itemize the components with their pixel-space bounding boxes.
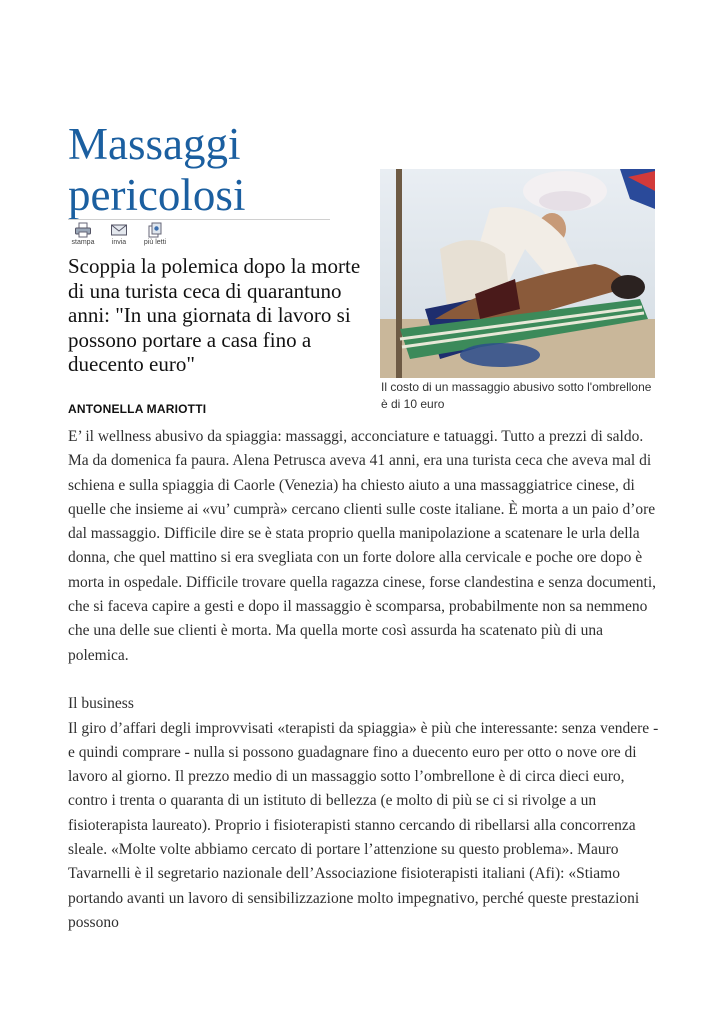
- author-byline: ANTONELLA MARIOTTI: [68, 402, 207, 416]
- article-title-line-2: pericolosi: [68, 170, 246, 220]
- most-read-icon: [146, 222, 164, 238]
- paragraph-spacer: [68, 668, 660, 692]
- article-subtitle: Scoppia la polemica dopo la morte di una turista ceca di quarantuno anni: "In una giornata di lavoro si possono portare a casa fino a duecento euro": [68, 254, 361, 376]
- article-title: [68, 119, 245, 221]
- article-body: [68, 425, 660, 935]
- send-button[interactable]: [104, 222, 134, 247]
- print-label: stampa: [71, 239, 95, 246]
- body-paragraph: Il giro d’affari degli improvvisati «terapisti da spiaggia» è più che interessante: senza vendere - e quindi comprare - nulla si possono guadagnare fino a duecento euro per otto o nove ore di lavoro al giorno. Il prezzo medio di un massaggio sotto l’ombrellone è di circa dieci euro, contro i trenta o quaranta di un istituto di bellezza (e molto di più se ci si rivolge a un fisioterapista laureato). Proprio i fisioterapisti stanno cercando di ribellarsi alla concorrenza sleale. «Molte volte abbiamo cercato di portare l’attenzione su questo problema». Mauro Tavarnelli è il segretario nazionale dell’Associazione fisioterapisti italiani (Afi): «Stiamo portando avanti un lavoro di sensibilizzazione molto impegnativo, perché queste prestazioni possono: [68, 719, 659, 931]
- beach-massage-photo: [380, 169, 655, 378]
- body-paragraph: E’ il wellness abusivo da spiaggia: massaggi, acconciature e tatuaggi. Tutto a prezzi di saldo. Ma da domenica fa paura. Alena Petrusca aveva 41 anni, era una turista ceca che aveva mal di schiena e sulla spiaggia di Caorle (Venezia) ha chiesto aiuto a una massaggiatrice cinese, di quelle che insieme ai «vu’ cumprà» cercano clienti sulle coste italiane. È morta a un paio d’ore dal massaggio. Difficile dire se è stata proprio quella manipolazione a scatenare le urla della donna, che quel mattino si era svegliata con un forte dolore alla cervicale e poche ore dopo è morta in ospedale. Difficile trovare quella ragazza cinese, forse clandestina e senza documenti, che si faceva capire a gesti e dopo il massaggio è scomparsa, probabilmente non sa nemmeno che una delle sue clienti è morta. Ma quella morte così assurda ha scatenato più di una polemica.: [68, 428, 657, 664]
- print-button[interactable]: [68, 222, 98, 247]
- printer-icon: [74, 222, 92, 238]
- most-read-label: più letti: [143, 239, 167, 246]
- send-label: invia: [111, 239, 127, 246]
- section-heading: Il business: [68, 695, 134, 713]
- article-photo: [380, 169, 655, 378]
- photo-caption: Il costo di un massaggio abusivo sotto l'ombrellone è di 10 euro: [381, 380, 652, 411]
- article-title-line-1: Massaggi: [68, 119, 241, 169]
- title-divider: [68, 219, 330, 220]
- most-read-button[interactable]: [140, 222, 170, 247]
- envelope-icon: [110, 222, 128, 238]
